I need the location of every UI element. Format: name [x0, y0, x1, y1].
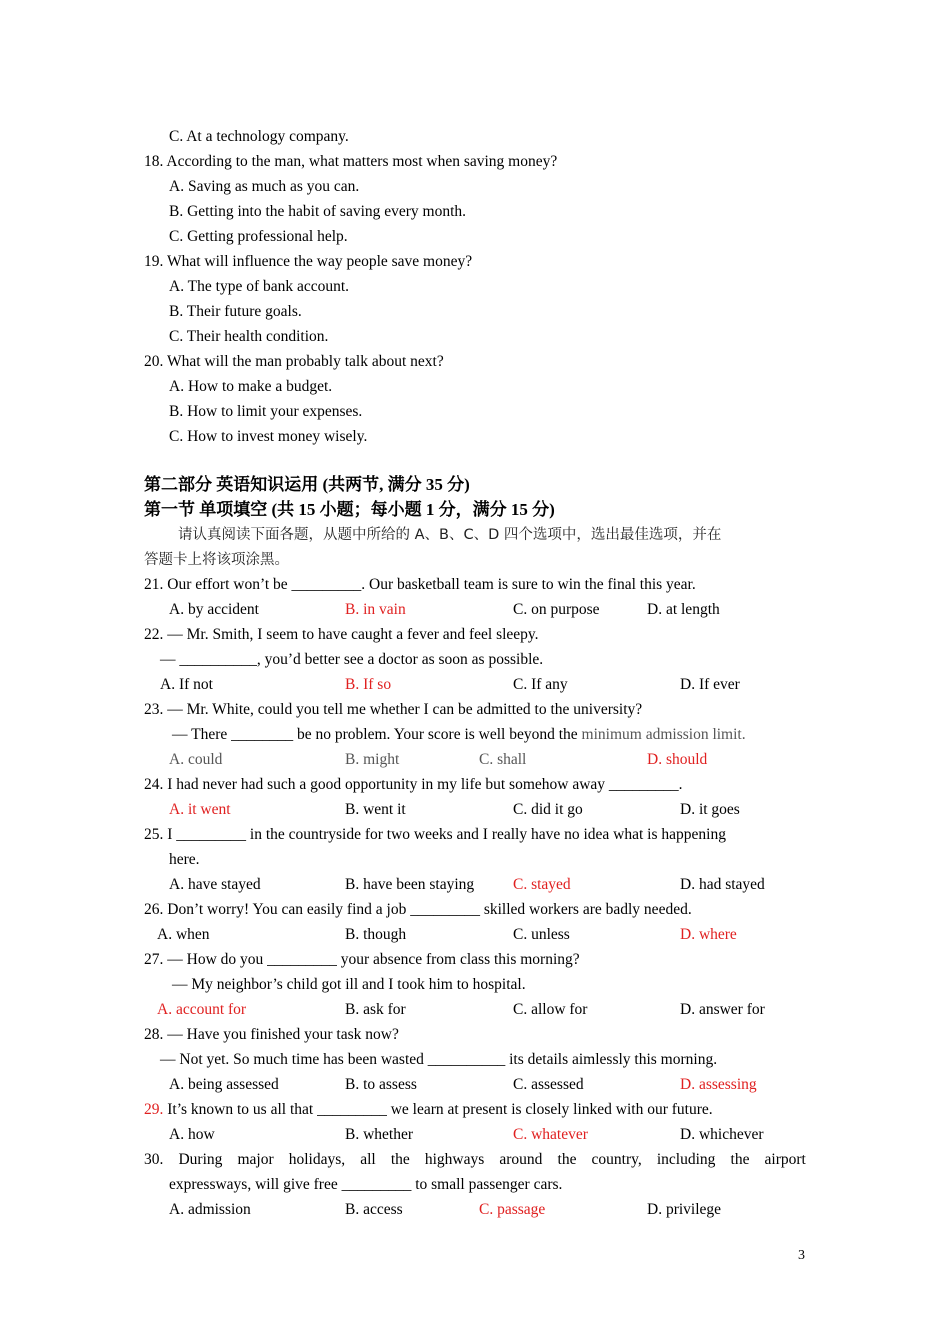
q22-option-b: B. If so — [345, 676, 392, 693]
q29-option-c: C. whatever — [513, 1126, 588, 1143]
q27-option-d: D. answer for — [680, 1001, 765, 1018]
q27-option-b: B. ask for — [345, 1001, 406, 1018]
q30-word: During — [178, 1151, 223, 1168]
q26-option-d: D. where — [680, 926, 737, 943]
q25-stem: 25. I _________ in the countryside for two weeks and I really have no idea what is happening — [144, 826, 726, 843]
q30-word: major — [237, 1151, 274, 1168]
q30-line-1 — [144, 1150, 806, 1170]
q22-option-d: D. If ever — [680, 676, 740, 693]
q23-option-c: C. shall — [479, 751, 527, 768]
q20-option-a: A. How to make a budget. — [169, 378, 333, 395]
q30-word: all — [360, 1151, 376, 1168]
q18-option-a: A. Saving as much as you can. — [169, 178, 360, 195]
q28-line-1: 28. ― Have you finished your task now? — [144, 1026, 399, 1043]
q30-word: holidays, — [288, 1151, 346, 1168]
q25-option-c: C. stayed — [513, 876, 571, 893]
q28-option-a: A. being assessed — [169, 1076, 279, 1093]
q21-stem: 21. Our effort won’t be _________. Our basketball team is sure to win the final this year. — [144, 576, 696, 593]
q22-option-c: C. If any — [513, 676, 568, 693]
q18-option-c: C. Getting professional help. — [169, 228, 348, 245]
q21-option-d: D. at length — [647, 601, 720, 618]
q22-line-1: 22. ― Mr. Smith, I seem to have caught a fever and feel sleepy. — [144, 626, 539, 643]
q29-option-d: D. whichever — [680, 1126, 764, 1143]
q25-stem-continued: here. — [169, 851, 200, 868]
q21-option-a: A. by accident — [169, 601, 259, 618]
q24-option-d: D. it goes — [680, 801, 740, 818]
q19-stem: 19. What will influence the way people save money? — [144, 253, 473, 270]
q29-option-a: A. how — [169, 1126, 215, 1143]
q25-option-b: B. have been staying — [345, 876, 475, 893]
q19-option-c: C. Their health condition. — [169, 328, 329, 345]
part2-title: 第二部分 英语知识运用 (共两节, 满分 35 分) — [144, 475, 470, 494]
q28-option-b: B. to assess — [345, 1076, 417, 1093]
q30-word: the — [390, 1151, 410, 1168]
section1-title: 第一节 单项填空 (共 15 小题；每小题 1 分，满分 15 分) — [144, 500, 555, 519]
q25-option-a: A. have stayed — [169, 876, 261, 893]
q29-number: 29. — [144, 1101, 164, 1118]
q30-word: airport — [764, 1151, 806, 1168]
q30-option-a: A. admission — [169, 1201, 251, 1218]
q18-stem: 18. According to the man, what matters most when saving money? — [144, 153, 558, 170]
q28-option-d: D. assessing — [680, 1076, 757, 1093]
q30-option-b: B. access — [345, 1201, 403, 1218]
q26-stem: 26. Don’t worry! You can easily find a job _________ skilled workers are badly needed. — [144, 901, 692, 918]
q23-line-1: 23. ― Mr. White, could you tell me whether I can be admitted to the university? — [144, 701, 643, 718]
q29-stem-line — [144, 1100, 713, 1120]
q26-option-a: A. when — [157, 926, 210, 943]
q21-option-c: C. on purpose — [513, 601, 600, 618]
q23-line-2 — [172, 725, 746, 745]
q30-word: the — [730, 1151, 750, 1168]
q30-option-c: C. passage — [479, 1201, 546, 1218]
q23-option-b: B. might — [345, 751, 400, 768]
q25-option-d: D. had stayed — [680, 876, 765, 893]
q27-line-2: ― My neighbor’s child got ill and I took him to hospital. — [172, 976, 526, 993]
q26-option-c: C. unless — [513, 926, 570, 943]
q27-line-1: 27. ― How do you _________ your absence from class this morning? — [144, 951, 580, 968]
q21-option-b: B. in vain — [345, 601, 406, 618]
q20-option-b: B. How to limit your expenses. — [169, 403, 363, 420]
instructions-line-2: 答题卡上将该项涂黑。 — [144, 552, 289, 568]
q28-line-2: ― Not yet. So much time has been wasted __________ its details aimlessly this morning. — [160, 1051, 718, 1068]
q23-option-d: D. should — [647, 751, 708, 768]
q26-option-b: B. though — [345, 926, 407, 943]
q28-option-c: C. assessed — [513, 1076, 584, 1093]
q30-word: 30. — [144, 1151, 164, 1168]
q22-option-a: A. If not — [160, 676, 213, 693]
q27-option-a: A. account for — [157, 1001, 247, 1018]
q30-word: highways — [424, 1151, 485, 1168]
q23-line-2-tail: minimum admission limit. — [581, 726, 746, 743]
q30-option-d: D. privilege — [647, 1201, 722, 1218]
q24-option-b: B. went it — [345, 801, 406, 818]
q30-word: the — [557, 1151, 577, 1168]
q30-word: country, — [591, 1151, 642, 1168]
q17-option-c: C. At a technology company. — [169, 128, 349, 145]
q20-stem: 20. What will the man probably talk about next? — [144, 353, 444, 370]
q20-option-c: C. How to invest money wisely. — [169, 428, 368, 445]
q29-stem: It’s known to us all that _________ we learn at present is closely linked with our future. — [163, 1101, 713, 1118]
q30-line-2: expressways, will give free _________ to small passenger cars. — [169, 1176, 563, 1193]
q24-option-c: C. did it go — [513, 801, 583, 818]
q29-option-b: B. whether — [345, 1126, 414, 1143]
q19-option-a: A. The type of bank account. — [169, 278, 350, 295]
q22-line-2: ― __________, you’d better see a doctor as soon as possible. — [160, 651, 544, 668]
q24-stem: 24. I had never had such a good opportunity in my life but somehow away _________. — [144, 776, 683, 793]
page-number: 3 — [798, 1248, 805, 1263]
instructions-line-1: 请认真阅读下面各题，从题中所给的 A、B、C、D 四个选项中，选出最佳选项，并在 — [178, 527, 722, 543]
q30-word: including — [656, 1151, 716, 1168]
q18-option-b: B. Getting into the habit of saving every month. — [169, 203, 467, 220]
q24-option-a: A. it went — [169, 801, 231, 818]
q19-option-b: B. Their future goals. — [169, 303, 302, 320]
q27-option-c: C. allow for — [513, 1001, 588, 1018]
q23-option-a: A. could — [169, 751, 223, 768]
q23-line-2-text: ― There ________ be no problem. Your score is well beyond the — [172, 726, 582, 743]
q30-word: around — [499, 1151, 543, 1168]
